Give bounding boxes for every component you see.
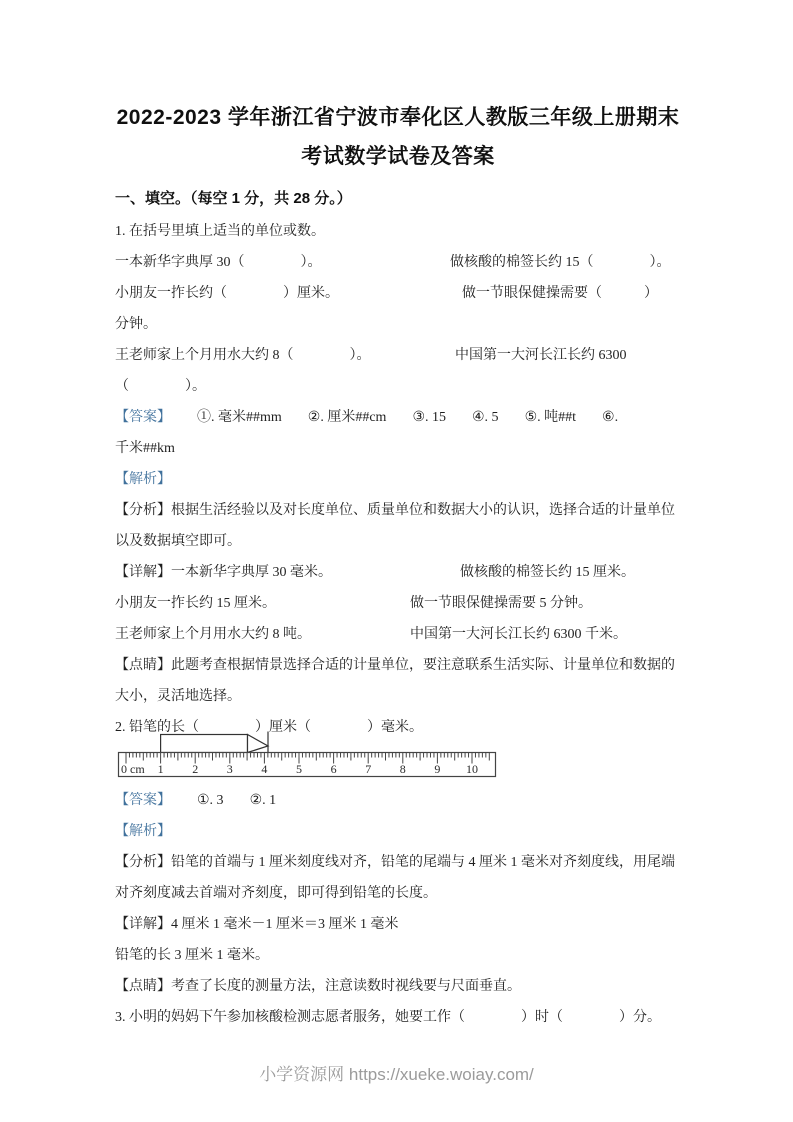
ruler-label: 1: [157, 762, 164, 776]
q1-fill-row2: [115, 278, 681, 309]
ruler-label: 9: [434, 762, 441, 776]
q1-fill-row1-left: 一本新华字典厚 30（ ）。: [115, 255, 322, 270]
q1-detail-row1-right: 做核酸的棉签长约 15 厘米。: [460, 565, 635, 580]
ruler-label: 0 cm: [121, 762, 145, 776]
q2-detail-line2: 铅笔的长 3 厘米 1 毫米。: [115, 948, 269, 963]
ruler-label: 3: [226, 762, 233, 776]
ruler-label: 2: [192, 762, 199, 776]
footer-watermark: 小学资源网 https://xueke.woiay.com/: [259, 1065, 534, 1084]
q1-fill-row2-wrap: 分钟。: [115, 317, 157, 332]
q1-fill-row1: [115, 247, 681, 278]
q1-analysis-line1: 【分析】根据生活经验以及对长度单位、质量单位和数据大小的认识，选择合适的计量单位: [115, 503, 675, 518]
page-title-line1: 2022-2023 学年浙江省宁波市奉化区人教版三年级上册期末: [116, 106, 680, 129]
q2-answer-line: [115, 785, 681, 816]
q2-detail-line1: 【详解】4 厘米 1 毫米－1 厘米＝3 厘米 1 毫米: [115, 917, 399, 932]
q3-stem: 3. 小明的妈妈下午参加核酸检测志愿者服务，她要工作（ ）时（ ）分。: [115, 1010, 661, 1025]
q1-answer-item: ②. 厘米##cm: [307, 410, 387, 425]
q2-analysis-line1: 【分析】铅笔的首端与 1 厘米刻度线对齐，铅笔的尾端与 4 厘米 1 毫米对齐刻度线，用尾端: [115, 855, 675, 870]
q1-fill-row3: [115, 340, 681, 371]
q1-fill-row1-right: 做核酸的棉签长约 15（ ）。: [450, 255, 671, 270]
ruler-label: 5: [296, 762, 302, 776]
q1-detail-row2: [115, 588, 681, 619]
q1-stem: 1. 在括号里填上适当的单位或数。: [115, 224, 325, 239]
ruler-label: 8: [399, 762, 406, 776]
q1-answer-wrap: 千米##km: [115, 441, 175, 456]
q2-answer-item: ②. 1: [249, 793, 277, 808]
q1-answer-item: ④. 5: [472, 410, 499, 425]
q1-answer-line: [115, 402, 681, 433]
q1-answer-item: ③. 15: [412, 410, 446, 425]
q1-note-line2: 大小，灵活地选择。: [115, 689, 241, 704]
q2-answer-label: 【答案】: [115, 793, 171, 808]
q1-analysis-line2: 以及数据填空即可。: [115, 534, 241, 549]
ruler-label: 6: [330, 762, 337, 776]
q1-answer-item: ⑤. 吨##t: [524, 410, 577, 425]
q1-detail-row3: [115, 619, 681, 650]
q1-jiexi-label: 【解析】: [115, 472, 171, 487]
section-1-heading: 一、填空。（每空 1 分，共 28 分。）: [115, 190, 352, 207]
q1-fill-row3-left: 王老师家上个月用水大约 8（ ）。: [115, 348, 371, 363]
q1-answer-item: ①. 毫米##mm: [197, 410, 282, 425]
q2-stem: 2. 铅笔的长（ ）厘米（ ）毫米。: [115, 720, 423, 735]
page-title-line2: 考试数学试卷及答案: [301, 145, 495, 168]
document-content: [115, 0, 681, 1033]
q1-fill-row2-right: 做一节眼保健操需要（ ）: [462, 286, 658, 301]
q1-answer-item: ⑥.: [602, 410, 619, 425]
q1-fill-row3-right: 中国第一大河长江长约 6300: [455, 348, 627, 363]
q1-fill-row3-wrap: （ ）。: [115, 379, 206, 394]
q1-detail-row2-right: 做一节眼保健操需要 5 分钟。: [410, 596, 592, 611]
q1-detail-row2-left: 小朋友一拃长约 15 厘米。: [115, 596, 276, 611]
q1-answer-label: 【答案】: [115, 410, 171, 425]
q1-detail-row3-left: 王老师家上个月用水大约 8 吨。: [115, 627, 311, 642]
q1-detail-row1-left: 【详解】一本新华字典厚 30 毫米。: [115, 565, 332, 580]
q1-note-line1: 【点睛】此题考查根据情景选择合适的计量单位，要注意联系生活实际、计量单位和数据的: [115, 658, 675, 673]
ruler-label: 10: [466, 762, 478, 776]
q2-jiexi-label: 【解析】: [115, 824, 171, 839]
q1-detail-row3-right: 中国第一大河长江长约 6300 千米。: [410, 627, 627, 642]
q1-fill-row2-left: 小朋友一拃长约（ ）厘米。: [115, 286, 339, 301]
q2-note-line: 【点睛】考查了长度的测量方法，注意读数时视线要与尺面垂直。: [115, 979, 521, 994]
ruler-label: 7: [365, 762, 372, 776]
ruler-label: 4: [261, 762, 268, 776]
q1-detail-row1: [115, 557, 681, 588]
q2-analysis-line2: 对齐刻度减去首端对齐刻度，即可得到铅笔的长度。: [115, 886, 437, 901]
q2-answer-item: ①. 3: [197, 793, 224, 808]
